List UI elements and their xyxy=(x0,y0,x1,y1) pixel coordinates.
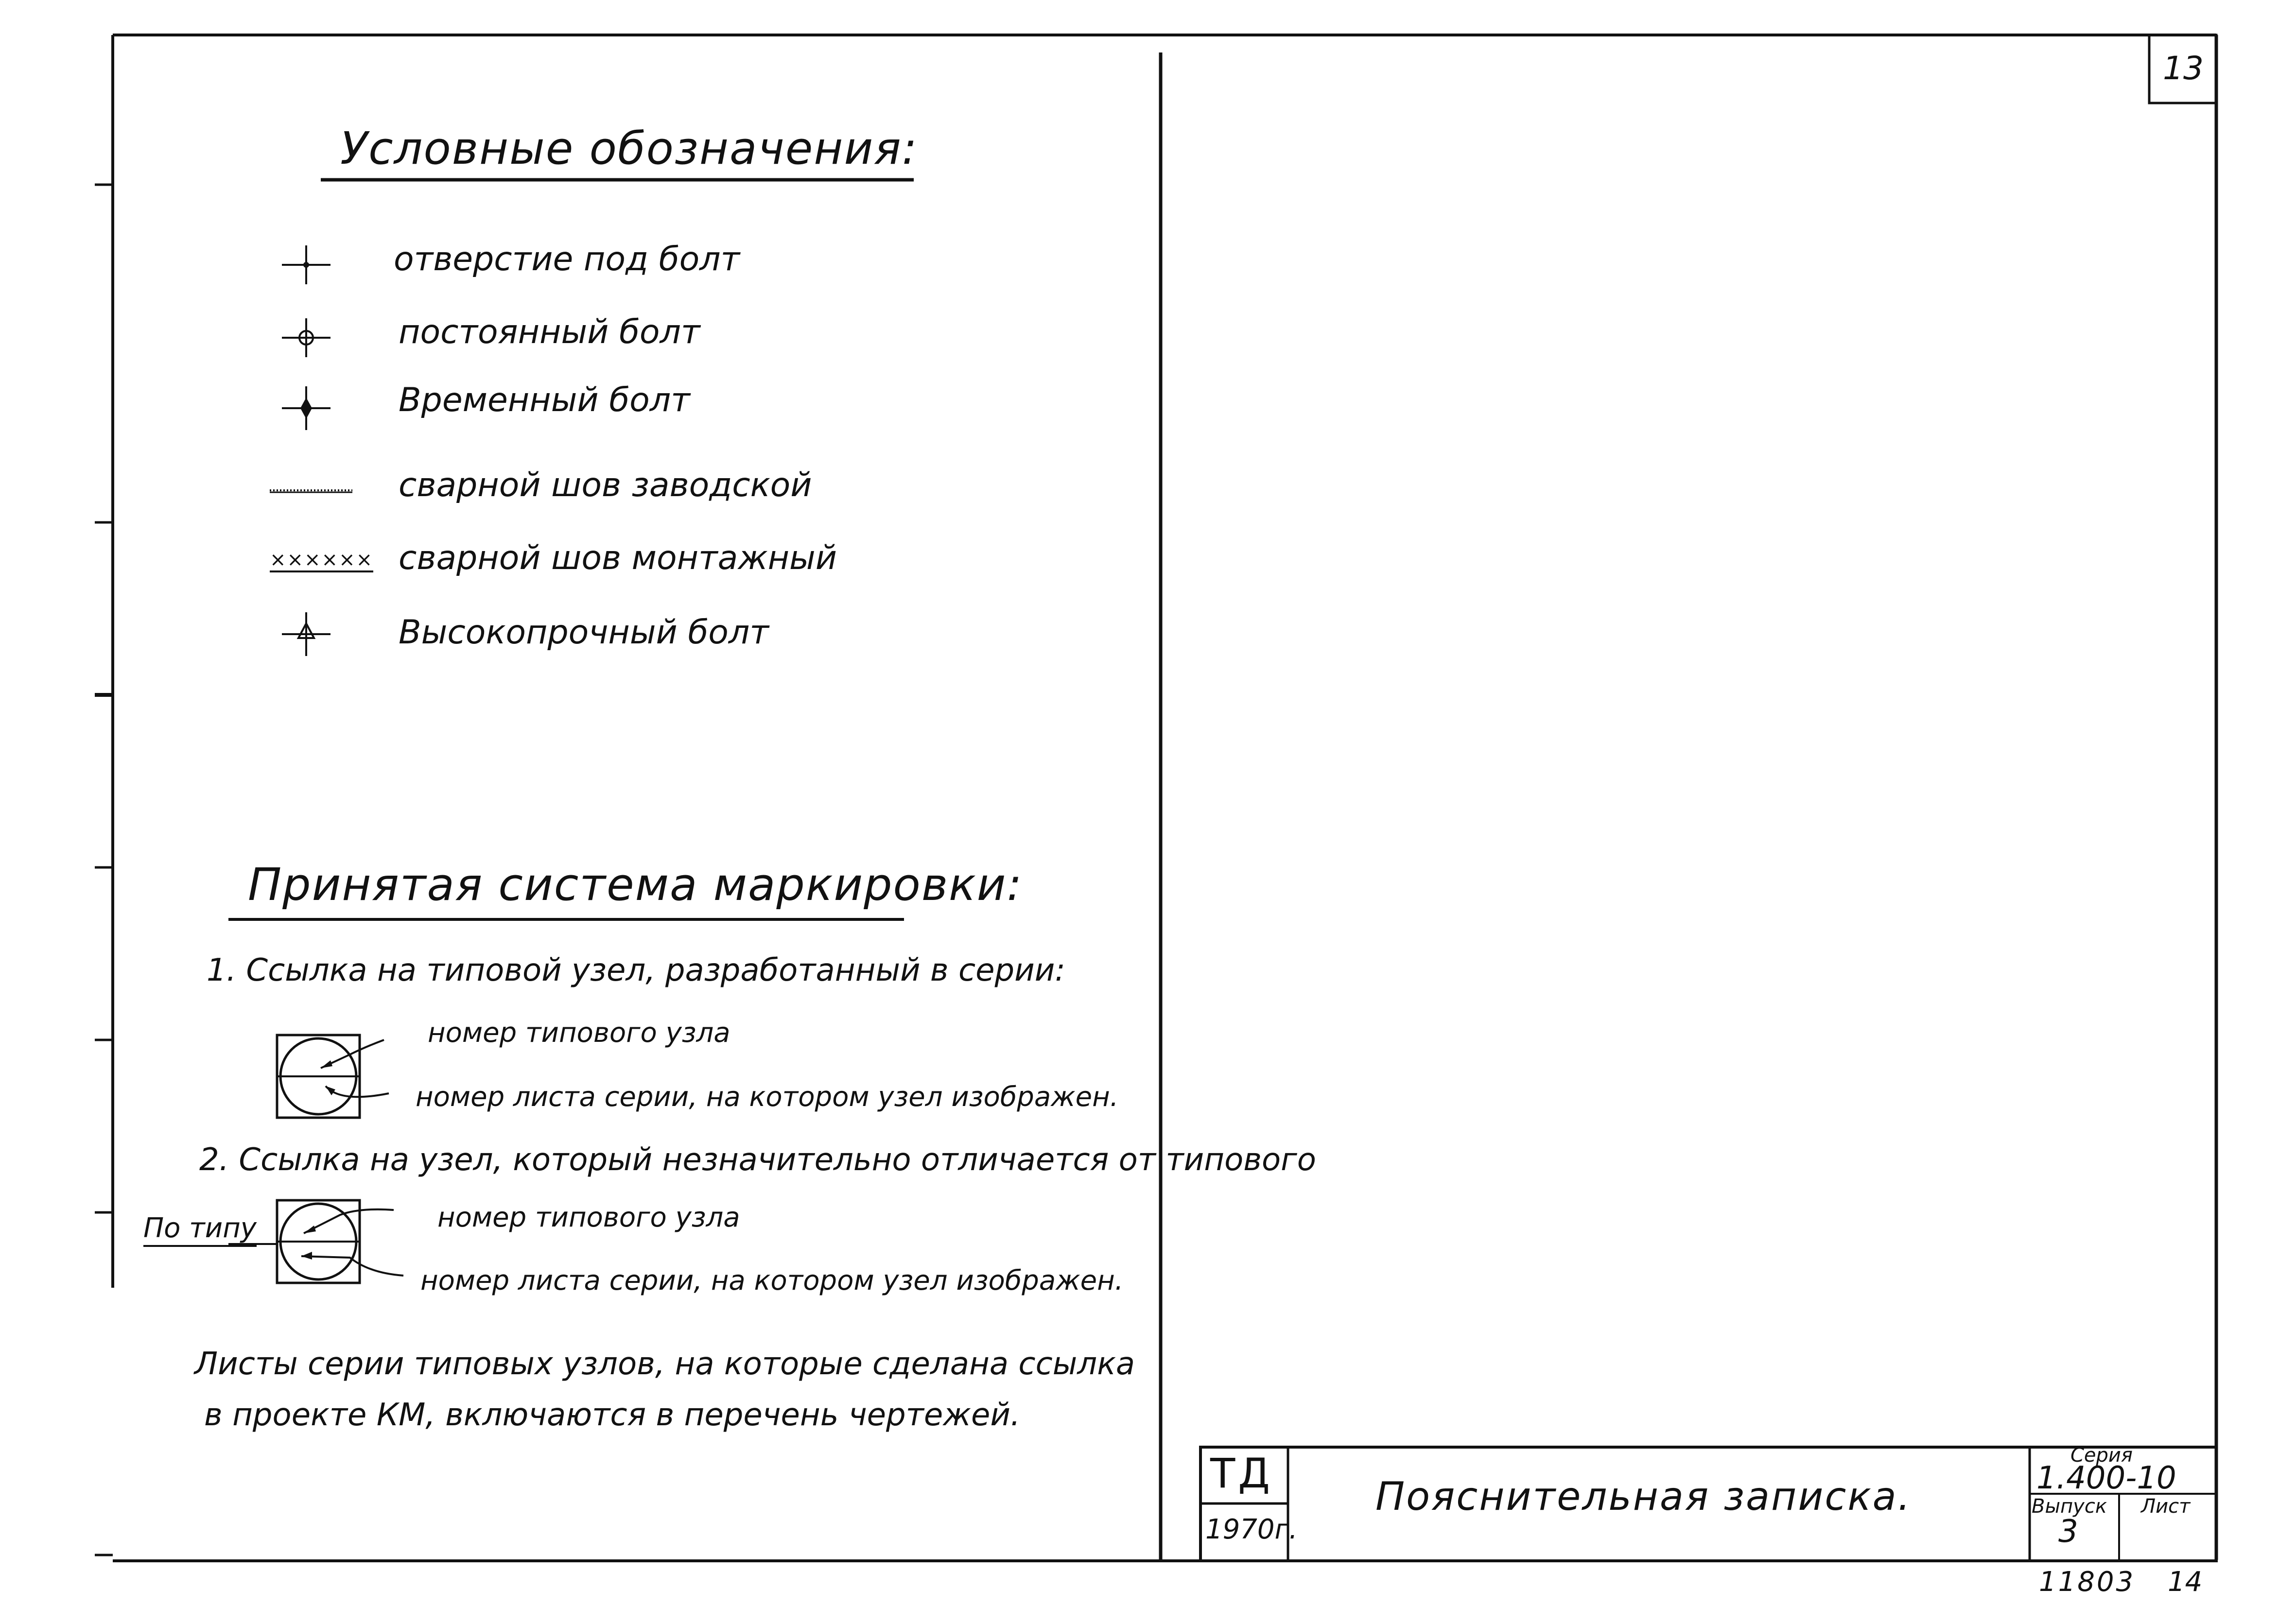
marking-item2-text: 2. Ссылка на узел, который незначительно отличается от типового xyxy=(199,1142,1316,1178)
legend-title: Условные обозначения: xyxy=(340,122,918,174)
legend-label-site-weld: сварной шов монтажный xyxy=(399,539,837,577)
series-label: Серия xyxy=(2070,1444,2133,1467)
issue-value: 3 xyxy=(2058,1514,2078,1550)
marking-item1-text: 1. Ссылка на типовой узел, разработанный в серии: xyxy=(207,952,1065,988)
note-line-1: Листы серии типовых узлов, на которые сделана ссылка xyxy=(194,1346,1135,1382)
site-weld-marker: ×××××× xyxy=(270,550,373,572)
item1-label-node-number: номер типового узла xyxy=(428,1017,731,1049)
series-value: 1.400-10 xyxy=(2036,1460,2176,1496)
sheet-label: Лист xyxy=(2141,1495,2191,1518)
legend-label-temporary-bolt: Временный болт xyxy=(399,381,690,419)
note-line-2: в проекте КМ, включаются в перечень чертежей. xyxy=(204,1397,1021,1433)
page-number-bottom: 14 xyxy=(2168,1566,2203,1598)
high-strength-bolt-icon xyxy=(277,610,335,658)
temporary-bolt-icon xyxy=(277,384,335,432)
modified-node-reference-symbol xyxy=(228,1195,433,1293)
item2-side-label: По типу xyxy=(143,1215,257,1247)
issue-label: Выпуск xyxy=(2032,1495,2107,1518)
sheet-number: 13 xyxy=(2163,50,2204,87)
title-block-year: 1970г. xyxy=(1205,1514,1298,1545)
archive-number: 11803 xyxy=(2039,1566,2136,1598)
permanent-bolt-icon xyxy=(277,316,335,360)
title-block-title: Пояснительная записка. xyxy=(1375,1474,1912,1519)
bolt-hole-icon xyxy=(277,243,335,287)
title-block-org: ТД xyxy=(1210,1450,1273,1497)
item2-label-node-number: номер типового узла xyxy=(437,1202,740,1233)
legend-label-permanent-bolt: постоянный болт xyxy=(399,313,700,351)
factory-weld-icon xyxy=(267,479,355,498)
legend-label-high-strength-bolt: Высокопрочный болт xyxy=(399,613,769,652)
legend-label-factory-weld: сварной шов заводской xyxy=(399,466,812,504)
typical-node-reference-symbol xyxy=(272,1030,428,1127)
marking-title: Принятая система маркировки: xyxy=(248,859,1023,911)
item2-label-sheet-number: номер листа серии, на котором узел изображен. xyxy=(420,1265,1124,1296)
legend-label-bolt-hole: отверстие под болт xyxy=(394,240,740,278)
item1-label-sheet-number: номер листа серии, на котором узел изображен. xyxy=(416,1081,1119,1113)
